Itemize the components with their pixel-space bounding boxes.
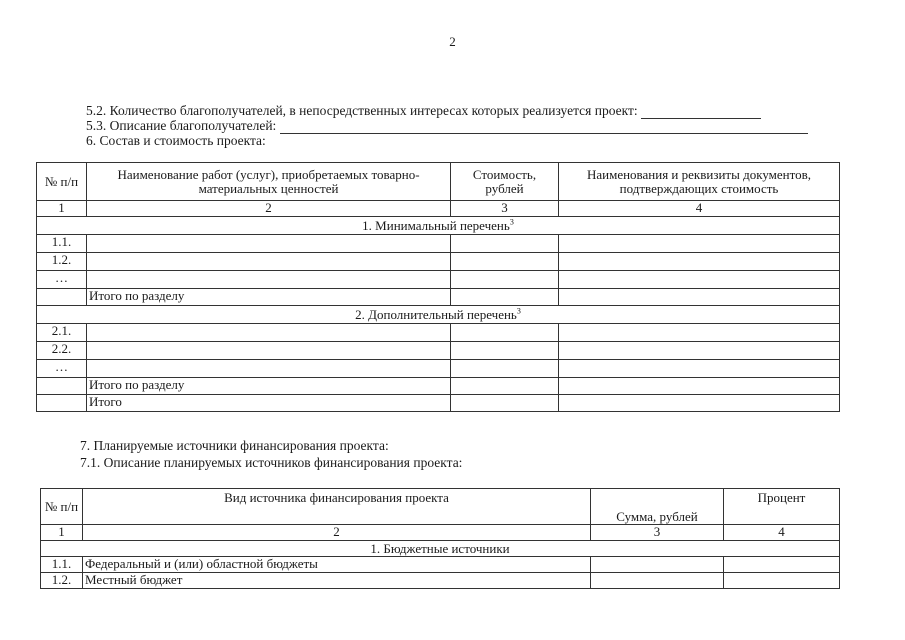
table-cell[interactable] [559,342,840,360]
project-cost-table [36,162,840,412]
table-cell[interactable] [87,360,451,378]
table2-header-source: Вид источника финансирования проекта [83,489,591,525]
table-cell[interactable] [559,289,840,306]
table1-section1 [37,217,840,235]
table-row [41,557,840,573]
table-cell[interactable] [591,557,724,573]
table-cell[interactable] [451,342,559,360]
table2-col-number: 3 [591,525,724,541]
table-cell[interactable] [559,360,840,378]
table1-header-num: № п/п [37,163,87,201]
item-7-1: 7.1. Описание планируемых источников финансирования проекта: [80,455,463,470]
table-cell[interactable] [87,271,451,289]
table2-section1-row [41,541,840,557]
table1-header-cost: Стоимость, рублей [451,163,559,201]
table-cell[interactable] [451,395,559,412]
table-cell[interactable] [559,324,840,342]
source-label: Местный бюджет [83,573,591,589]
table-cell[interactable] [559,395,840,412]
table2-header-sum: Сумма, рублей [591,489,724,525]
table2-col-number: 1 [41,525,83,541]
table-cell[interactable] [451,253,559,271]
source-label: Федеральный и (или) областной бюджеты [83,557,591,573]
row-number: 1.2. [37,253,87,271]
table1-numbers-row [37,201,840,217]
table2-numbers-row [41,525,840,541]
table1-col-number: 1 [37,201,87,217]
table2-header-row [41,489,840,525]
footnote-mark: 3 [516,306,521,316]
table-cell[interactable] [451,235,559,253]
table1-section2 [37,306,840,324]
table-cell[interactable] [451,289,559,306]
table-row [37,289,840,306]
table-cell[interactable] [559,378,840,395]
table1-section2-row [37,306,840,324]
table-cell[interactable] [724,557,840,573]
table1-section2-label: 2. Дополнительный перечень [355,306,517,322]
table2-header-percent: Процент [724,489,840,525]
table2-col-number: 2 [83,525,591,541]
row-number: … [37,271,87,289]
table-cell[interactable] [559,253,840,271]
table-cell[interactable] [87,342,451,360]
table-cell[interactable] [451,378,559,395]
table1-header-docs: Наименования и реквизиты документов, подтверждающих стоимость [559,163,840,201]
item-7: 7. Планируемые источники финансирования проекта: [80,438,389,453]
table-row [37,360,840,378]
table-cell [37,378,87,395]
table-cell [37,289,87,306]
item-5-3-text: 5.3. Описание благополучателей: [86,118,277,133]
item-5-2 [86,103,761,119]
subtotal-label: Итого по разделу [87,378,451,395]
table2-col-number: 4 [724,525,840,541]
table-cell[interactable] [451,360,559,378]
table1-header-name: Наименование работ (услуг), приобретаемых товарно-материальных ценностей [87,163,451,201]
table-row [37,324,840,342]
table-cell[interactable] [87,235,451,253]
row-number: 2.1. [37,324,87,342]
row-number: … [37,360,87,378]
table-row [37,253,840,271]
item-6: 6. Состав и стоимость проекта: [86,133,266,148]
table1-col-number: 2 [87,201,451,217]
page-number: 2 [449,34,456,49]
table-row [37,342,840,360]
table-cell[interactable] [87,253,451,271]
table-cell [37,395,87,412]
row-number: 1.1. [41,557,83,573]
item-5-2-text: 5.2. Количество благополучателей, в непосредственных интересах которых реализуется проект: [86,103,638,118]
row-number: 1.1. [37,235,87,253]
table2-section1: 1. Бюджетные источники [41,541,840,557]
table-cell[interactable] [87,324,451,342]
table-row [41,573,840,589]
item-5-3 [86,118,808,134]
table1-section1-label: 1. Минимальный перечень [362,217,510,233]
row-number: 2.2. [37,342,87,360]
table-cell[interactable] [724,573,840,589]
table-cell[interactable] [451,324,559,342]
table-row [37,378,840,395]
table-cell[interactable] [451,271,559,289]
table1-col-number: 3 [451,201,559,217]
table1-header-row [37,163,840,201]
table-row [37,235,840,253]
table-row [37,271,840,289]
table2-header-num: № п/п [41,489,83,525]
subtotal-label: Итого по разделу [87,289,451,306]
footnote-mark: 3 [509,217,514,227]
total-label: Итого [87,395,451,412]
table-cell[interactable] [559,271,840,289]
table1-section1-row [37,217,840,235]
funding-sources-table [40,488,840,589]
item-5-3-blank [280,121,808,134]
table-cell[interactable] [559,235,840,253]
row-number: 1.2. [41,573,83,589]
table1-col-number: 4 [559,201,840,217]
table-row [37,395,840,412]
table-cell[interactable] [591,573,724,589]
